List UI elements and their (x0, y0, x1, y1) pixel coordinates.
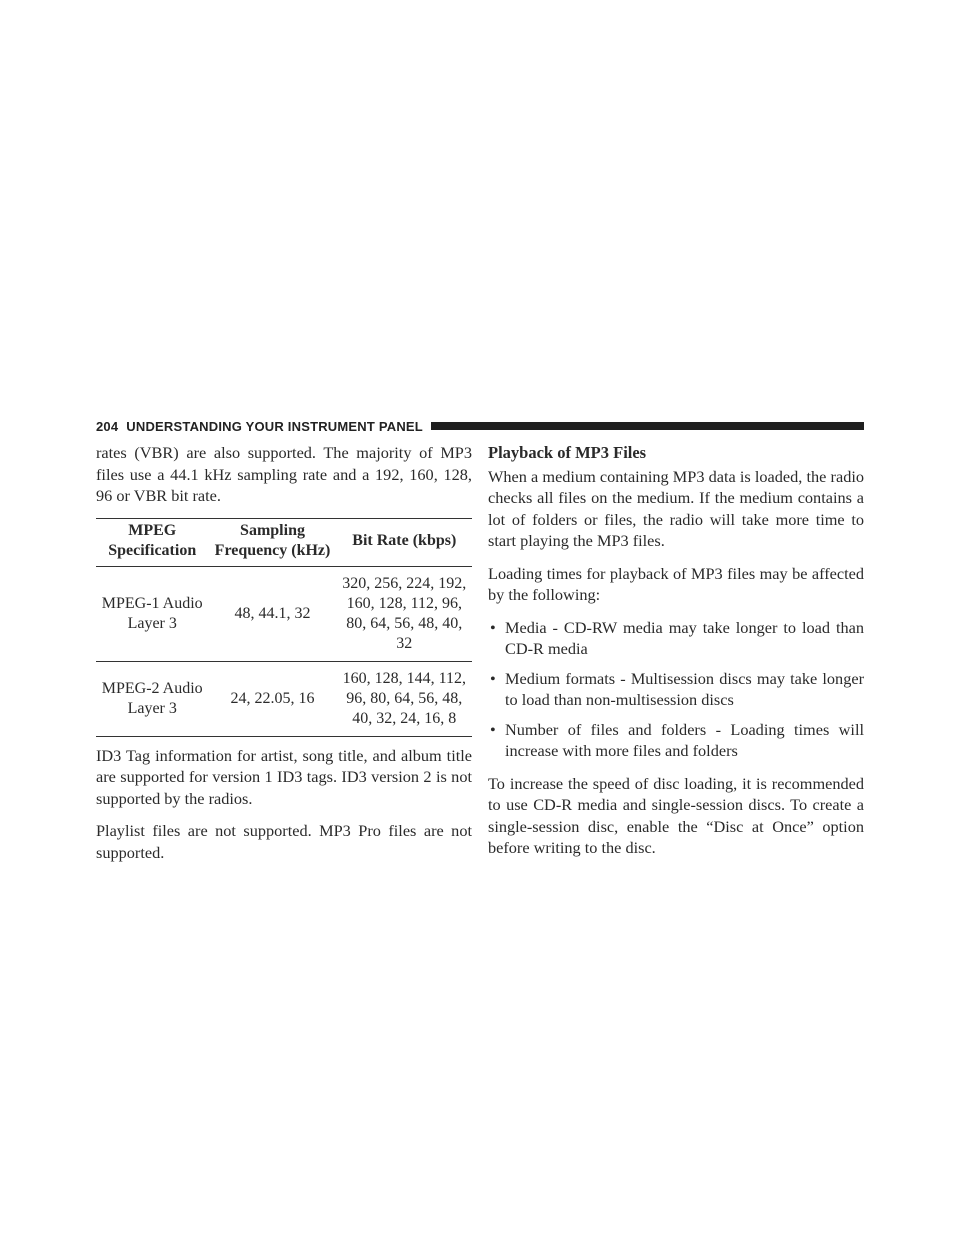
table-header-cell: MPEG Specification (96, 518, 208, 566)
table-cell: 24, 22.05, 16 (230, 689, 315, 707)
table-row (96, 661, 472, 736)
table-cell: 160, 128, 144, 112, 96, 80, 64, 56, 48, 40, 32, 24, 16, 8 (342, 669, 466, 727)
left-column (96, 442, 472, 874)
list-item (488, 617, 864, 660)
table-header-row (96, 518, 472, 566)
list-item-text: Medium formats - Multisession discs may take longer to load than non-multisession discs (505, 668, 864, 709)
mpeg-spec-table (96, 518, 472, 737)
list-item (488, 668, 864, 711)
table-row (96, 566, 472, 661)
recommendation-paragraph: To increase the speed of disc loading, it is recommended to use CD-R media and single-session discs. To create a single-session disc, enable the “Disc at Once” option before writing to the disc. (488, 773, 864, 857)
bullet-icon: • (490, 617, 496, 637)
table-cell: 48, 44.1, 32 (234, 604, 311, 622)
page-header (96, 415, 864, 437)
table-cell: MPEG-2 Audio Layer 3 (101, 679, 203, 717)
header-rule (431, 422, 864, 430)
bullet-icon: • (490, 719, 496, 739)
bullet-icon: • (490, 668, 496, 688)
bullet-list (488, 617, 864, 762)
list-item (488, 719, 864, 762)
table-cell: MPEG-1 Audio Layer 3 (101, 594, 203, 632)
page-number: 204 (96, 418, 119, 434)
loading-times-paragraph: Loading times for playback of MP3 files may be affected by the following: (488, 563, 864, 604)
intro-paragraph: rates (VBR) are also supported. The majority of MP3 files use a 44.1 kHz sampling rate and a 192, 160, 128, 96 or VBR bit rate. (96, 443, 472, 505)
list-item-text: Media - CD-RW media may take longer to load than CD-R media (505, 617, 864, 658)
table-header-cell: Sampling Frequency (kHz) (208, 518, 336, 566)
loading-paragraph: When a medium containing MP3 data is loaded, the radio checks all files on the medium. If the medium contains a lot of folders or files, the radio will take more time to start playing the MP3 files. (488, 466, 864, 550)
playlist-paragraph: Playlist files are not supported. MP3 Pro files are not supported. (96, 821, 472, 862)
section-heading: Playback of MP3 Files (488, 443, 647, 462)
right-column (488, 442, 864, 870)
section-title: UNDERSTANDING YOUR INSTRUMENT PANEL (126, 418, 423, 434)
list-item-text: Number of files and folders - Loading times will increase with more files and folders (505, 719, 864, 760)
id3-paragraph: ID3 Tag information for artist, song title, and album title are supported for version 1 ID3 tags. ID3 version 2 is not supported by the radios. (96, 745, 472, 808)
table-cell: 320, 256, 224, 192, 160, 128, 112, 96, 80, 64, 56, 48, 40, 32 (342, 574, 467, 652)
table-header-cell: Bit Rate (kbps) (337, 518, 472, 566)
